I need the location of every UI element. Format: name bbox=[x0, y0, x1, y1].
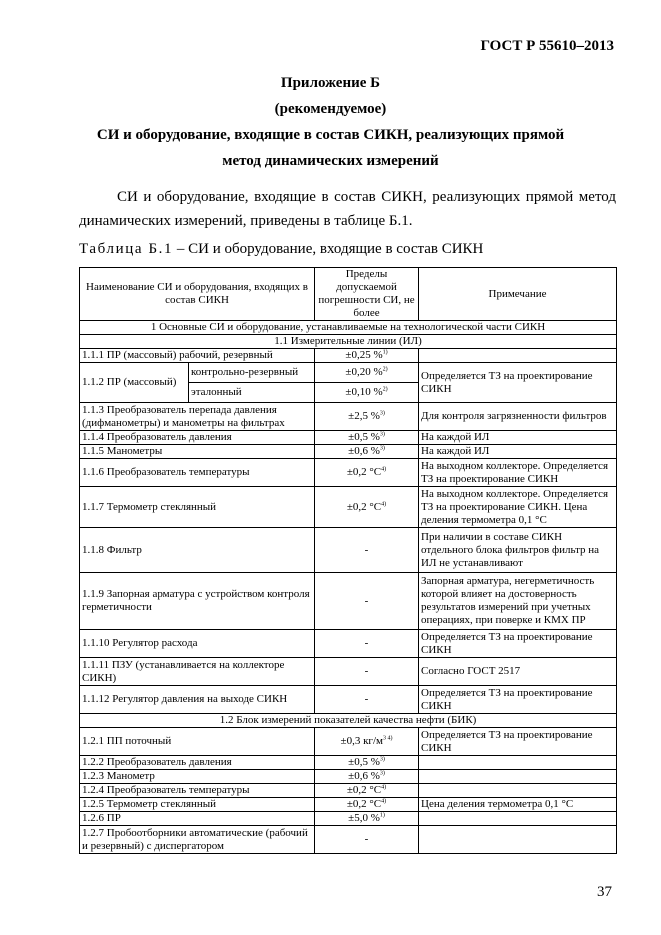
row-note: Для контроля загрязненности фильтров bbox=[419, 403, 617, 431]
row-name: 1.2.1 ПП поточный bbox=[80, 728, 315, 756]
annex-title: Приложение Б bbox=[280, 75, 381, 91]
row-error: - bbox=[315, 658, 419, 686]
header-note: Примечание bbox=[419, 268, 617, 321]
row-error: ±0,6 %$^{3)}$ bbox=[315, 445, 419, 459]
row-error: ±0,5 %$^{3)}$ bbox=[315, 756, 419, 770]
table-row bbox=[80, 363, 617, 383]
row-note: На выходном коллекторе. Определяется ТЗ на проектирование СИКН bbox=[419, 459, 617, 487]
subsection-title: 1.2 Блок измерений показателей качества нефти (БИК) bbox=[80, 714, 617, 728]
row-name: 1.1.10 Регулятор расхода bbox=[80, 630, 315, 658]
table-row bbox=[80, 403, 617, 431]
row-name: 1.2.5 Термометр стеклянный bbox=[80, 798, 315, 812]
section-title: 1 Основные СИ и оборудование, устанавливаемые на технологической части СИКН bbox=[80, 321, 617, 335]
row-error: ±0,20 %$^{2)}$ bbox=[315, 363, 419, 383]
table-row bbox=[80, 528, 617, 573]
document-code: ГОСТ Р 55610–2013 bbox=[480, 38, 614, 54]
row-name: 1.2.4 Преобразователь температуры bbox=[80, 784, 315, 798]
row-name: 1.2.3 Манометр bbox=[80, 770, 315, 784]
row-error: ±0,2 $^\circ С^{4)}$ bbox=[315, 487, 419, 528]
row-name: 1.1.8 Фильтр bbox=[80, 528, 315, 573]
table-row bbox=[80, 756, 617, 770]
table-row bbox=[80, 728, 617, 756]
row-note: На выходном коллекторе. Определяется ТЗ на проектирование СИКН. Цена деления термометра 0,1 °С bbox=[419, 487, 617, 528]
table-row bbox=[80, 658, 617, 686]
row-name: 1.1.5 Манометры bbox=[80, 445, 315, 459]
row-note bbox=[419, 784, 617, 798]
row-note bbox=[419, 756, 617, 770]
table-row bbox=[80, 445, 617, 459]
row-name: 1.2.6 ПР bbox=[80, 812, 315, 826]
row-error: - bbox=[315, 573, 419, 630]
row-note: При наличии в составе СИКН отдельного блока фильтров фильтр на ИЛ не устанавливают bbox=[419, 528, 617, 573]
row-note bbox=[419, 812, 617, 826]
row-name: 1.1.2 ПР (массовый) bbox=[80, 363, 189, 403]
row-name: 1.1.11 ПЗУ (устанавливается на коллекторе СИКН) bbox=[80, 658, 315, 686]
row-note: Согласно ГОСТ 2517 bbox=[419, 658, 617, 686]
subsection-row bbox=[80, 714, 617, 728]
subsection-row bbox=[80, 335, 617, 349]
header-name: Наименование СИ и оборудования, входящих в состав СИКН bbox=[80, 268, 315, 321]
row-note: На каждой ИЛ bbox=[419, 445, 617, 459]
intro-paragraph: СИ и оборудование, входящие в состав СИКН, реализующих прямой метод динамических измерений, приведены в таблице Б.1. bbox=[79, 189, 616, 229]
row-name: 1.2.2 Преобразователь давления bbox=[80, 756, 315, 770]
row-error: ±0,2 $^\circ С^{4)}$ bbox=[315, 798, 419, 812]
row-subname: эталонный bbox=[189, 383, 315, 403]
row-note: Цена деления термометра 0,1 °С bbox=[419, 798, 617, 812]
row-note: Определяется ТЗ на проектирование СИКН bbox=[419, 363, 617, 403]
row-name: 1.1.6 Преобразователь температуры bbox=[80, 459, 315, 487]
row-error: ±0,3 $кг/м^{3 4)}$ bbox=[315, 728, 419, 756]
annex-status: (рекомендуемое) bbox=[274, 101, 387, 117]
row-error: ±0,2 $^\circ С^{4)}$ bbox=[315, 459, 419, 487]
section-row bbox=[80, 321, 617, 335]
table-row bbox=[80, 573, 617, 630]
row-error: - bbox=[315, 528, 419, 573]
annex-heading-line1: СИ и оборудование, входящие в состав СИКН, реализующих прямой bbox=[96, 127, 565, 143]
page-number: 37 bbox=[597, 884, 612, 900]
row-name: 1.1.3 Преобразователь перепада давления (дифманометры) и манометры на фильтрах bbox=[80, 403, 315, 431]
table-row bbox=[80, 630, 617, 658]
row-note: Определяется ТЗ на проектирование СИКН bbox=[419, 630, 617, 658]
row-name: 1.1.1 ПР (массовый) рабочий, резервный bbox=[80, 349, 315, 363]
table-row bbox=[80, 826, 617, 854]
table-caption-text: – СИ и оборудование, входящие в состав СИКН bbox=[173, 241, 484, 257]
row-note: Запорная арматура, негерметичность которой влияет на достоверность результатов измерений при учетных операциях, при поверке и КМХ ПР bbox=[419, 573, 617, 630]
row-error: ±0,25 %$^{1)}$ bbox=[315, 349, 419, 363]
row-error: ±5,0 %$^{1)}$ bbox=[315, 812, 419, 826]
row-error: ±0,10 %$^{2)}$ bbox=[315, 383, 419, 403]
row-note: Определяется ТЗ на проектирование СИКН bbox=[419, 686, 617, 714]
row-error: ±0,5 %$^{3)}$ bbox=[315, 431, 419, 445]
table-row bbox=[80, 487, 617, 528]
row-error: - bbox=[315, 686, 419, 714]
row-name: 1.1.4 Преобразователь давления bbox=[80, 431, 315, 445]
table-caption-label: Таблица Б.1 bbox=[79, 241, 174, 257]
table-row bbox=[80, 459, 617, 487]
equipment-table bbox=[79, 267, 617, 854]
row-error: ±0,6 %$^{3)}$ bbox=[315, 770, 419, 784]
table-row bbox=[80, 431, 617, 445]
subsection-title: 1.1 Измерительные линии (ИЛ) bbox=[80, 335, 617, 349]
row-name: 1.1.7 Термометр стеклянный bbox=[80, 487, 315, 528]
row-name: 1.1.9 Запорная арматура с устройством контроля герметичности bbox=[80, 573, 315, 630]
row-error: - bbox=[315, 826, 419, 854]
row-error: ±2,5 %$^{3)}$ bbox=[315, 403, 419, 431]
table-caption bbox=[79, 241, 483, 258]
row-note bbox=[419, 349, 617, 363]
row-note: На каждой ИЛ bbox=[419, 431, 617, 445]
table-row bbox=[80, 812, 617, 826]
table-row bbox=[80, 784, 617, 798]
table-row bbox=[80, 686, 617, 714]
row-name: 1.1.12 Регулятор давления на выходе СИКН bbox=[80, 686, 315, 714]
row-error: - bbox=[315, 630, 419, 658]
table-row bbox=[80, 770, 617, 784]
annex-heading-line2: метод динамических измерений bbox=[222, 153, 439, 169]
table-row bbox=[80, 798, 617, 812]
table-row bbox=[80, 349, 617, 363]
row-note: Определяется ТЗ на проектирование СИКН bbox=[419, 728, 617, 756]
row-note bbox=[419, 826, 617, 854]
header-error: Пределы допускаемой погрешности СИ, не более bbox=[315, 268, 419, 321]
row-note bbox=[419, 770, 617, 784]
row-subname: контрольно-резервный bbox=[189, 363, 315, 383]
row-name: 1.2.7 Пробоотборники автоматические (рабочий и резервный) с диспергатором bbox=[80, 826, 315, 854]
table-header-row bbox=[80, 268, 617, 321]
row-error: ±0,2 $^\circ С^{4)}$ bbox=[315, 784, 419, 798]
